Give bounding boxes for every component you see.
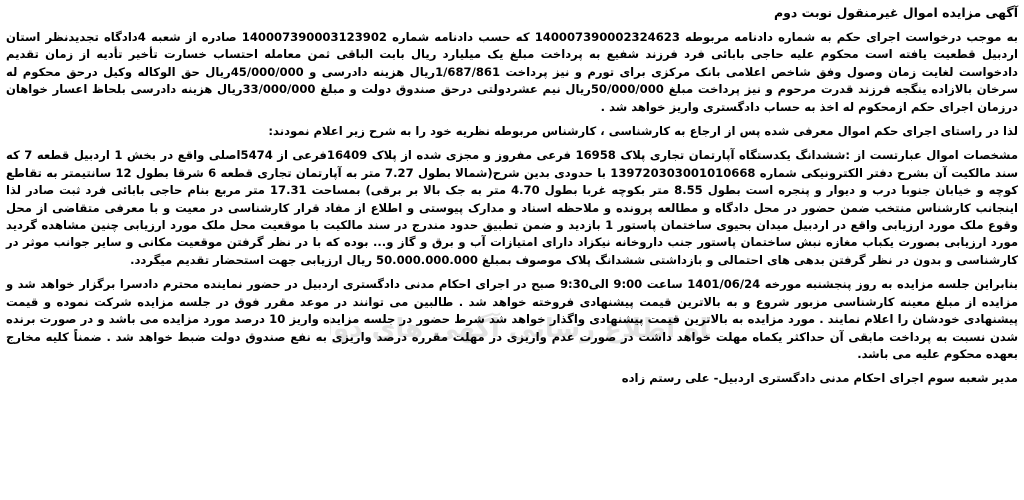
paragraph-judgment: به موجب درخواست اجرای حکم به شماره دادنامه مربوطه 140007390002324623 که حسب دادنامه شماره 140007390003123902 صادره از شعبه 4دادگاه تجدیدنظر استان اردبیل قطعیت یافته است محکوم علیه حاجی بابائی فرد فرزند شفیع به پرداخت مبلغ یک میلیارد ریال بابت الباقی ثمن معامله احتساب خسارت تأخیر تأدیه از زمان تقدیم دادخواست لغایت زمان وصول وفق شاخص اعلامی بانک مرکزی برای تورم و نیز پرداخت 1/687/861ریال هزینه دادرسی و 45/000/000ریال حق الوکاله وکیل درحق محکوم له سرخان بالازاده ینگجه فرزند قدرت مرحوم و نیز پرداخت مبلغ 50/000/000ریال نیم عشردولتی درحق صندوق دولت و مبلغ 33/000/000ریال هزینه دادرسی بلحاظ اعسار خواهان درزمان اجرای حکم ازمحکوم له اخذ به حساب دادگستری واریز خواهد شد .	[6, 30, 1019, 114]
paragraph-expert-intro: لذا در راستای اجرای حکم اموال معرفی شده پس از ارجاع به کارشناسی ، کارشناس مربوطه نظریه خود را به شرح زیر اعلام نمودند:	[268, 124, 1018, 139]
signature-line: مدیر شعبه سوم اجرای احکام مدنی دادگستری اردبیل- علی رستم زاده	[621, 371, 1018, 386]
notice-title: آگهی مزایده اموال غیرمنقول نوبت دوم	[773, 5, 1018, 20]
paragraph-property-details: مشخصات اموال عبارتست از :ششدانگ یکدستگاه آپارتمان تجاری پلاک 16958 فرعی مفروز و مجزی شده از پلاک 16409فرعی از 5474اصلی واقع در بخش 1 اردبیل قطعه 7 که سند مالکیت آن بشرح دفتر الکترونیکی شماره 139720303001010668 با حدودی بدین شرح(شمالا بطول 7.27 متر به آپارتمان تجاری قطعه 6 شرقا بطول 12 سانتیمتر به تقاطع کوچه و خیابان جنوبا درب و دیوار و پنجره است بطول 8.55 متر بکوچه غربا بطول 4.70 متر به جک بالا بر برقی) بمساحت 17.31 متر مربع بنام حاجی بابائی فرد ثبت صادر لذا اینجانب کارشناس منتخب ضمن حضور در محل دادگاه و مطالعه پرونده و ملاحظه اسناد و مدارک پیوستی و اطلاع از مفاد قرار کارشناسی در معیت و با معرفی متقاضی از محل وقوع ملک مورد ارزیابی واقع در اردبیل میدان بحیوی ساختمان پاستور 1 بازدید و ضمن تطبیق حدود مندرج در سند مالکیت با موقعیت محل ملک مورد ارزیابی چنین مشاهده گردید مورد ارزیابی بصورت یکباب مغازه نبش ساختمان پاستور جنب داروخانه نیکزاد دارای امتیازات آب و برق و گاز و... بوده که با در نظر گرفتن موقعیت مکانی و سایر جوانب موثر در کارشناسی و بدون در نظر گرفتن بدهی های احتمالی و بازداشتی ششدانگ پلاک موصوف بمبلغ 50.000.000.000 ریال ارزیابی جهت استحضار تقدیم میگردد.	[6, 148, 1019, 267]
paragraph-auction-session: بنابراین جلسه مزایده به روز پنجشنبه مورخه 1401/06/24 ساعت 9:00 الی9:30 صبح در اجرای احکام مدنی دادگستری اردبیل در حضور نماینده محترم دادسرا برگزار خواهد شد و مزایده از مبلغ معینه کارشناسی مزبور شروع و به بالاترین قیمت پیشنهادی فروخته خواهد شد . طالبین می توانند در موعد مقرر فوق در جلسه مزایده شرکت نموده و قیمت پیشنهادی خودشان را اعلام نمایند . مورد مزایده به بالاترین قیمت پیشنهادی واگذار خواهد شد شرط حضور در جلسه مزایده واریز 10 درصد مورد مزایده می باشد و در صورت برنده شدن نسبت به پرداخت مابقی آن حداکثر یکماه مهلت خواهد داشت در صورت عدم واریزی در مهلت مقرره درصد واریزی به نفع صندوق دولت ضبط خواهد شد . ضمناً کلیه مخارج بعهده محکوم علیه می باشد.	[6, 277, 1018, 361]
watermark-text: اه اطلاع رسانی آگهی های دو	[332, 314, 710, 344]
